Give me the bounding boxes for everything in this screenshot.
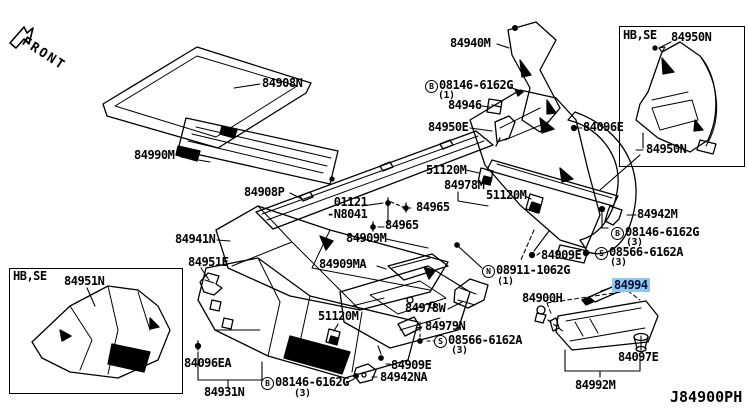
fastener-label-08911[interactable]: N 08911-1062G <box>482 264 570 278</box>
part-label-84096ea[interactable]: 84096EA <box>184 356 232 370</box>
part-label-84942m[interactable]: 84942M <box>637 207 678 221</box>
qty-label: (1) <box>438 90 455 101</box>
part-label-84950e[interactable]: 84950E <box>428 120 469 134</box>
circled-s-icon: S <box>434 335 447 348</box>
circled-s-icon: S <box>595 247 608 260</box>
part-label-84941n[interactable]: 84941N <box>175 232 216 246</box>
part-label-84942na[interactable]: 84942NA <box>380 370 428 384</box>
diagram-code: J84900PH <box>670 388 743 406</box>
inset-tag-left: HB,SE <box>13 269 47 283</box>
fastener-label-08566-center[interactable]: S 08566-6162A <box>434 334 522 348</box>
part-label-01121-n8041[interactable]: 01121 -N8041 <box>327 195 368 221</box>
front-direction-label: FRONT <box>18 34 69 74</box>
part-label-84909e-right[interactable]: 84909E <box>541 248 582 262</box>
part-label-84946[interactable]: 84946 <box>448 98 482 112</box>
part-label-84994-selected[interactable] <box>612 279 650 291</box>
fastener-label-08146-bottom[interactable]: B 08146-6162G <box>261 376 349 390</box>
qty-label: (3) <box>610 257 627 268</box>
qty-label: (1) <box>497 276 514 287</box>
part-label-84978w[interactable]: 84978W <box>405 301 446 315</box>
selection-highlight: 84994 <box>614 278 648 292</box>
part-label-84950n-main[interactable]: 84950N <box>646 142 687 156</box>
part-drawing-84990m <box>176 118 338 184</box>
part-label-84900h[interactable]: 84900H <box>522 291 563 305</box>
qty-label: (3) <box>626 237 643 248</box>
fastener-label-08566-right[interactable]: S 08566-6162A <box>595 246 683 260</box>
fastener-icons <box>196 89 623 383</box>
part-label-84950n-inset[interactable]: 84950N <box>671 30 712 44</box>
part-label-84951n[interactable]: 84951N <box>64 274 105 288</box>
part-label-84992m[interactable]: 84992M <box>575 378 616 392</box>
part-label-84990m[interactable]: 84990M <box>134 148 175 162</box>
part-label-84931n[interactable]: 84931N <box>204 385 245 399</box>
part-label-84965-a[interactable]: 84965 <box>416 200 450 214</box>
part-label-51120m-top[interactable]: 51120M <box>426 163 467 177</box>
fastener-label-08146-top[interactable]: B 08146-6162G <box>425 79 513 93</box>
circled-n-icon: N <box>482 265 495 278</box>
part-label-51120m-bottom[interactable]: 51120M <box>318 309 359 323</box>
inset-tag-right: HB,SE <box>623 28 657 42</box>
part-label-84951e[interactable]: 84951E <box>188 255 229 269</box>
part-label-84909m[interactable]: 84909M <box>346 231 387 245</box>
part-drawing-84900h <box>535 306 546 323</box>
part-label-84978m[interactable]: 84978M <box>444 178 485 192</box>
qty-label: (3) <box>451 345 468 356</box>
part-label-84097e[interactable]: 84097E <box>618 350 659 364</box>
part-drawing-84908n <box>103 47 311 148</box>
part-label-84096e[interactable]: 84096E <box>583 120 624 134</box>
part-label-84965-b[interactable]: 84965 <box>385 218 419 232</box>
part-label-84909e-bottom[interactable]: 84909E <box>391 358 432 372</box>
part-label-84979n[interactable]: 84979N <box>425 319 466 333</box>
circled-b-icon: B <box>425 80 438 93</box>
circled-b-icon: B <box>611 227 624 240</box>
part-label-84940m[interactable]: 84940M <box>450 36 491 50</box>
part-drawing-84940m <box>508 22 560 132</box>
part-label-84909ma[interactable]: 84909MA <box>319 257 367 271</box>
part-label-84908n[interactable]: 84908N <box>262 76 303 90</box>
part-label-51120m-mid[interactable]: 51120M <box>486 188 527 202</box>
qty-label: (3) <box>294 388 311 399</box>
circled-b-icon: B <box>261 377 274 390</box>
part-label-84908p[interactable]: 84908P <box>244 185 285 199</box>
fastener-label-08146-right[interactable]: B 08146-6162G <box>611 226 699 240</box>
